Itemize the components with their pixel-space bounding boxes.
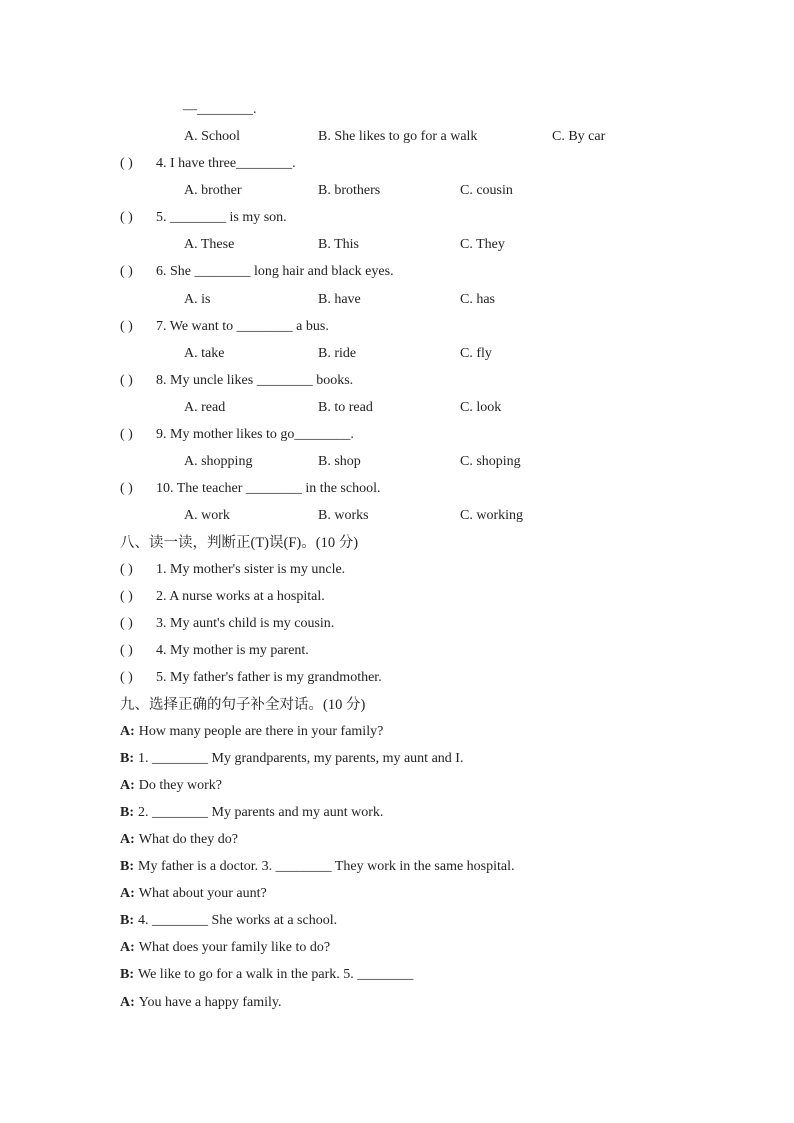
answer-paren: ( ) — [120, 373, 133, 388]
q3-option-c: C. By car — [552, 129, 606, 144]
speaker-label: A: — [120, 995, 135, 1010]
dialogue-line — [120, 885, 267, 903]
dialogue-text: We like to go for a walk in the park. 5. ________ — [138, 967, 414, 982]
option-c: C. look — [460, 400, 502, 415]
question-text: 10. The teacher ________ in the school. — [156, 481, 381, 496]
statement-text: 4. My mother is my parent. — [156, 643, 309, 658]
speaker-label: B: — [120, 751, 134, 766]
dialogue-text: How many people are there in your family? — [138, 724, 384, 739]
answer-paren: ( ) — [120, 427, 133, 442]
option-a: A. is — [184, 292, 211, 307]
speaker-label: B: — [120, 859, 134, 874]
answer-paren: ( ) — [120, 562, 133, 577]
q3-option-a: A. School — [184, 129, 240, 144]
speaker-label: A: — [120, 886, 135, 901]
answer-paren: ( ) — [120, 210, 133, 225]
dialogue-line — [120, 858, 515, 876]
option-c: C. cousin — [460, 183, 513, 198]
question-text: 7. We want to ________ a bus. — [156, 319, 329, 334]
option-b: B. to read — [318, 400, 373, 415]
option-b: B. brothers — [318, 183, 381, 198]
speaker-label: A: — [120, 778, 135, 793]
option-a: A. These — [184, 237, 235, 252]
answer-paren: ( ) — [120, 670, 133, 685]
statement-text: 5. My father's father is my grandmother. — [156, 670, 382, 685]
dialogue-line — [120, 831, 238, 849]
q3-answer-blank: —________. — [183, 102, 257, 117]
answer-paren: ( ) — [120, 264, 133, 279]
dialogue-line — [120, 966, 413, 984]
dialogue-text: What does your family like to do? — [138, 940, 331, 955]
dialogue-line — [120, 912, 337, 930]
option-a: A. shopping — [184, 454, 253, 469]
answer-paren: ( ) — [120, 616, 133, 631]
speaker-label: A: — [120, 940, 135, 955]
dialogue-line — [120, 804, 383, 822]
dialogue-line — [120, 777, 222, 795]
speaker-label: B: — [120, 805, 134, 820]
answer-paren: ( ) — [120, 481, 133, 496]
section-heading-dialogue: 九、选择正确的句子补全对话。(10 分) — [120, 697, 366, 713]
dialogue-line — [120, 939, 330, 957]
q3-option-b: B. She likes to go for a walk — [318, 129, 478, 144]
dialogue-line — [120, 750, 463, 768]
option-c: C. has — [460, 292, 495, 307]
answer-paren: ( ) — [120, 643, 133, 658]
option-a: A. read — [184, 400, 226, 415]
answer-paren: ( ) — [120, 319, 133, 334]
speaker-label: A: — [120, 724, 135, 739]
dialogue-text: 2. ________ My parents and my aunt work. — [138, 805, 384, 820]
option-b: B. works — [318, 508, 369, 523]
question-text: 5. ________ is my son. — [156, 210, 287, 225]
question-text: 9. My mother likes to go________. — [156, 427, 354, 442]
question-text: 8. My uncle likes ________ books. — [156, 373, 354, 388]
option-b: B. shop — [318, 454, 361, 469]
option-b: B. have — [318, 292, 361, 307]
option-a: A. brother — [184, 183, 242, 198]
option-c: C. working — [460, 508, 523, 523]
statement-text: 3. My aunt's child is my cousin. — [156, 616, 335, 631]
dialogue-text: Do they work? — [138, 778, 222, 793]
option-b: B. ride — [318, 346, 357, 361]
section-heading-true-false: 八、读一读，判断正(T)误(F)。(10 分) — [120, 535, 359, 551]
answer-paren: ( ) — [120, 156, 133, 171]
speaker-label: B: — [120, 967, 134, 982]
dialogue-line — [120, 994, 281, 1012]
statement-text: 2. A nurse works at a hospital. — [156, 589, 325, 604]
option-a: A. take — [184, 346, 225, 361]
option-c: C. They — [460, 237, 505, 252]
dialogue-text: You have a happy family. — [138, 995, 282, 1010]
dialogue-text: 1. ________ My grandparents, my parents, my aunt and I. — [138, 751, 464, 766]
speaker-label: A: — [120, 832, 135, 847]
statement-text: 1. My mother's sister is my uncle. — [156, 562, 346, 577]
answer-paren: ( ) — [120, 589, 133, 604]
option-c: C. fly — [460, 346, 492, 361]
option-b: B. This — [318, 237, 359, 252]
dialogue-text: My father is a doctor. 3. ________ They work in the same hospital. — [138, 859, 515, 874]
question-text: 4. I have three________. — [156, 156, 296, 171]
dialogue-text: 4. ________ She works at a school. — [138, 913, 338, 928]
option-a: A. work — [184, 508, 230, 523]
option-c: C. shoping — [460, 454, 521, 469]
dialogue-text: What about your aunt? — [138, 886, 267, 901]
question-text: 6. She ________ long hair and black eyes. — [156, 264, 394, 279]
dialogue-text: What do they do? — [138, 832, 238, 847]
speaker-label: B: — [120, 913, 134, 928]
dialogue-line — [120, 723, 383, 741]
